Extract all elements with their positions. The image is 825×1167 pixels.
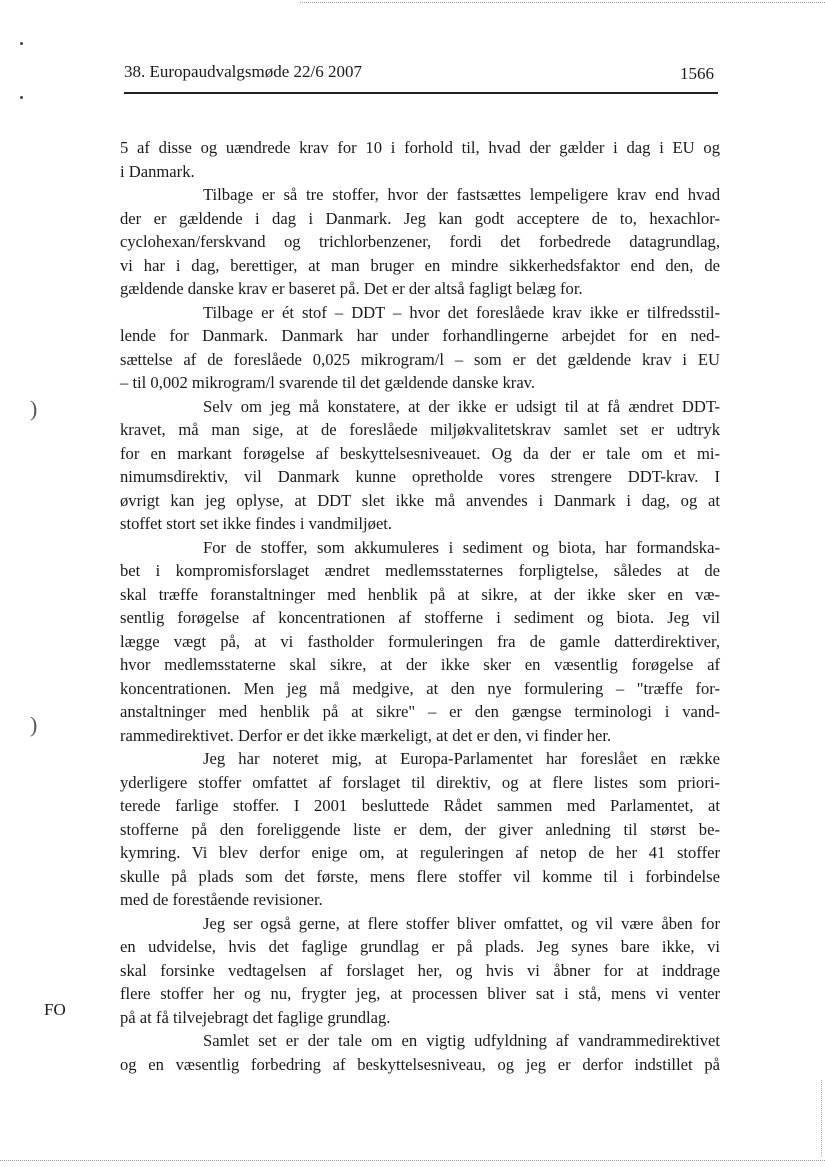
text-line: lende for Danmark. Danmark har under forhandlingerne arbejdet for en ned- [120, 326, 720, 345]
scan-edge-top [300, 2, 825, 3]
text-line: yderligere stoffer omfattet af forslaget til direktiv, og at flere listes som priori- [120, 772, 720, 792]
text-line: skal forsinke vedtagelsen af forslaget her, og hvis vi åbner for at inddrage [120, 960, 720, 980]
margin-bracket-mark: ) [30, 712, 38, 737]
scan-edge-right [821, 1080, 822, 1157]
text-line: hvor medlemsstaterne skal sikre, at der ikke sker en væsentlig forøgelse af [120, 655, 720, 674]
text-line: stoffet stort set ikke findes i vandmiljøet. [120, 514, 393, 533]
text-line: Jeg har noteret mig, at Europa-Parlamentet har foreslået en række [203, 749, 720, 768]
text-line: kymring. Vi blev derfor enige om, at reguleringen af netop de her 41 stoffer [120, 843, 720, 862]
text-line: Tilbage er ét stof – DDT – hvor det foreslåede krav ikke er tilfredsstil- [203, 302, 720, 322]
text-line: vi har i dag, berettiger, at man bruger en mindre sikkerhedsfaktor end den, de [120, 255, 720, 275]
text-line: Selv om jeg må konstatere, at der ikke er udsigt til at få ændret DDT- [203, 396, 720, 416]
speaker-tag: FO [44, 1000, 66, 1019]
margin-bracket-mark: ) [30, 396, 38, 421]
text-line: kravet, må man sige, at de foreslåede miljøkvalitetskrav samlet set er udtryk [120, 420, 720, 439]
text-line: – til 0,002 mikrogram/l svarende til det gældende danske krav. [120, 373, 536, 392]
text-line: Jeg ser også gerne, at flere stoffer bliver omfattet, og vil være åben for [203, 913, 720, 933]
text-line: koncentrationen. Men jeg må medgive, at den nye formulering – "træffe for- [120, 678, 720, 698]
text-line: flere stoffer her og nu, frygter jeg, at processen bliver sat i stå, mens vi venter [120, 984, 720, 1003]
text-line: cyclohexan/ferskvand og trichlorbenzener, fordi det forbedrede datagrundlag, [120, 232, 720, 251]
text-line: i Danmark. [120, 161, 195, 181]
text-line: øvrigt kan jeg oplyse, at DDT slet ikke må anvendes i Danmark i dag, og at [120, 490, 720, 510]
text-line: gældende danske krav er baseret på. Det er der altså fagligt belæg for. [120, 279, 583, 298]
text-line: anstaltninger med henblik på at sikre" – er den gængse terminologi i vand- [120, 702, 720, 721]
body-text [120, 136, 720, 1076]
text-line: sentlig forøgelse af koncentrationen af stofferne i sediment og biota. Jeg vil [120, 608, 720, 627]
text-line: med de forestående revisioner. [120, 890, 323, 909]
text-line: For de stoffer, som akkumuleres i sediment og biota, har formandska- [203, 537, 720, 557]
text-line: skal træffe foranstaltninger med henblik på at sikre, at der ikke sker en væ- [120, 584, 720, 604]
text-line: Samlet set er der tale om en vigtig udfyldning af vandrammedirektivet [203, 1031, 720, 1050]
scan-speck [20, 96, 23, 99]
text-line: rammedirektivet. Derfor er det ikke mærkeligt, at det er den, vi finder her. [120, 725, 612, 745]
scan-edge-bottom [0, 1160, 825, 1161]
header-title: 38. Europaudvalgsmøde 22/6 2007 [124, 62, 362, 81]
text-line: Tilbage er så tre stoffer, hvor der fastsættes lempeligere krav end hvad [203, 185, 720, 204]
page-number: 1566 [680, 64, 714, 83]
text-line: lægge vægt på, at vi fastholder formuleringen fra de gamle datterdirektiver, [120, 631, 720, 651]
text-line: sættelse af de foreslåede 0,025 mikrogram/l – som er det gældende krav i EU [120, 349, 720, 369]
header-rule [124, 92, 718, 94]
text-line: terede farlige stoffer. I 2001 besluttede Rådet sammen med Parlamentet, at [120, 796, 720, 815]
text-line: en udvidelse, hvis det faglige grundlag er på plads. Jeg synes bare ikke, vi [120, 937, 720, 956]
text-line: på at få tilvejebragt det faglige grundlag. [120, 1007, 391, 1027]
text-line: og en væsentlig forbedring af beskyttelsesniveau, og jeg er derfor indstillet på [120, 1054, 720, 1074]
text-line: stofferne på den foreliggende liste er dem, der giver anledning til størst be- [120, 819, 720, 839]
page-header [124, 62, 714, 86]
text-line: 5 af disse og uændrede krav for 10 i forhold til, hvad der gælder i dag i EU og [120, 138, 720, 157]
text-line: skulle på plads som det første, mens flere stoffer vil komme til i forbindelse [120, 866, 720, 886]
text-line: bet i kompromisforslaget ændret medlemsstaternes forpligtelse, således at de [120, 561, 720, 580]
scan-speck [20, 42, 23, 45]
text-line: for en markant forøgelse af beskyttelsesniveauet. Og da der er tale om et mi- [120, 443, 720, 463]
text-line: der er gældende i dag i Danmark. Jeg kan godt acceptere de to, hexachlor- [120, 208, 720, 228]
text-line: nimumsdirektiv, vil Danmark kunne opretholde vores strengere DDT-krav. I [120, 467, 720, 486]
